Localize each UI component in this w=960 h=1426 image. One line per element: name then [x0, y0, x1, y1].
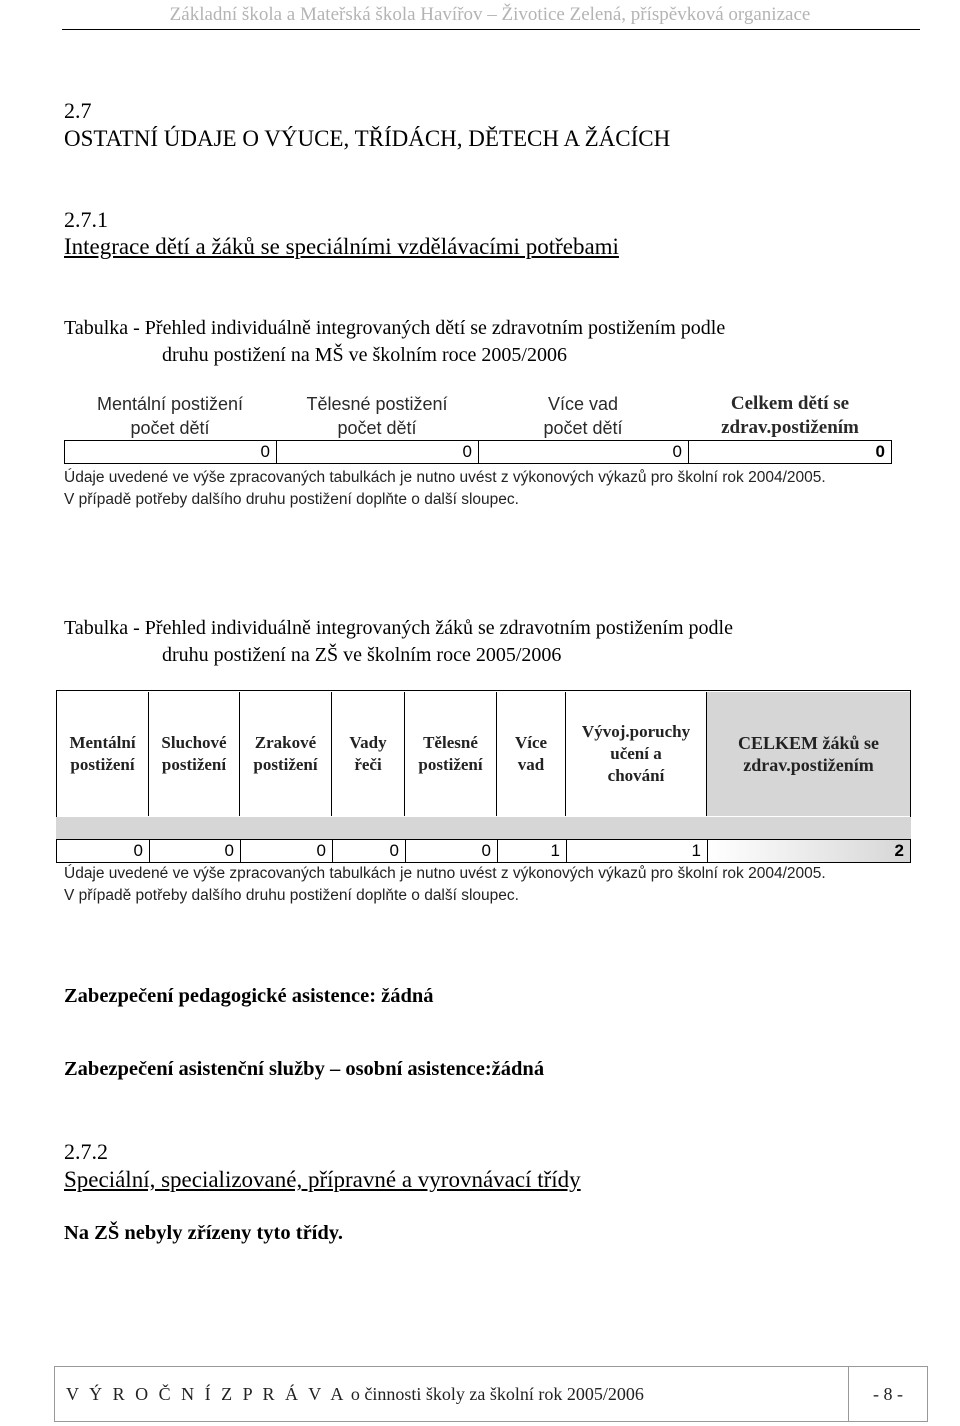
- table2-value-total: 2: [707, 839, 911, 863]
- table2-header-speech: Vady řeči: [332, 692, 405, 816]
- table2-value-developmental: 1: [566, 839, 707, 863]
- section-2-7-2-text: Na ZŠ nebyly zřízeny tyto třídy.: [64, 1222, 344, 1244]
- section-2-7-2-title: Speciální, specializované, přípravné a vyrovnávací třídy: [64, 1167, 581, 1192]
- table2-gray-band: [56, 817, 911, 839]
- table2-header-mental: Mentální postižení: [57, 692, 149, 816]
- table1-header-physical: Tělesné postižení počet dětí: [306, 394, 448, 438]
- table1-value-total: 0: [688, 440, 892, 464]
- table2-value-physical: 0: [405, 839, 497, 863]
- footer-title: V Ý R O Č N Í Z P R Á V A: [66, 1384, 347, 1404]
- table1-caption: [64, 315, 725, 369]
- table2-header-developmental: Vývoj.poruchy učení a chování: [566, 692, 707, 816]
- table2-value-speech: 0: [332, 839, 405, 863]
- table1-value-multiple: 0: [478, 440, 688, 464]
- table2-value-visual: 0: [240, 839, 332, 863]
- table1-header-mental: Mentální postižení počet dětí: [96, 394, 244, 438]
- table2-caption-line1: Tabulka - Přehled individuálně integrovaných žáků se zdravotním postižením podle: [64, 617, 733, 639]
- table2-caption: [64, 615, 733, 669]
- section-2-7-1-number: 2.7.1: [64, 207, 108, 232]
- pedagogical-assistance: Zabezpečení pedagogické asistence: žádná: [64, 985, 434, 1007]
- page-header: Základní škola a Mateřská škola Havířov – Životice Zelená, příspěvková organizace: [169, 4, 811, 25]
- table2-caption-line2: druhu postižení na ZŠ ve školním roce 2005/2006: [162, 644, 562, 666]
- table1-header-total: Celkem dětí se zdrav.postižením: [721, 393, 859, 438]
- table2-header-total: CELKEM žáků se zdrav.postižením: [707, 692, 910, 816]
- section-2-7-number: 2.7: [64, 98, 92, 123]
- table1-header-multiple: Více vad počet dětí: [543, 394, 623, 438]
- table1-caption-line1: Tabulka - Přehled individuálně integrovaných dětí se zdravotním postižením podle: [64, 317, 726, 339]
- table1-caption-line2: druhu postižení na MŠ ve školním roce 2005/2006: [162, 344, 567, 366]
- table1-value-mental: 0: [64, 440, 276, 464]
- footer-report-title: [66, 1384, 644, 1405]
- section-2-7-title: OSTATNÍ ÚDAJE O VÝUCE, TŘÍDÁCH, DĚTECH A ŽÁCÍCH: [64, 126, 671, 151]
- table2-header-multiple: Více vad: [497, 692, 566, 816]
- section-2-7-1-title: Integrace dětí a žáků se speciálními vzdělávacími potřebami: [64, 234, 619, 259]
- table1-note-line2: V případě potřeby dalšího druhu postižení doplňte o další sloupec.: [64, 491, 519, 508]
- table2-value-hearing: 0: [149, 839, 240, 863]
- table1-note-line1: Údaje uvedené ve výše zpracovaných tabulkách je nutno uvést z výkonových výkazů pro školní rok 2004/2005.: [64, 469, 826, 486]
- footer-subtitle: o činnosti školy za školní rok 2005/2006: [346, 1384, 644, 1404]
- table2-header-physical: Tělesné postižení: [405, 692, 497, 816]
- table2-header-hearing: Sluchové postižení: [149, 692, 240, 816]
- table2-note-line2: V případě potřeby dalšího druhu postižení doplňte o další sloupec.: [64, 887, 519, 904]
- table2-value-mental: 0: [56, 839, 149, 863]
- section-2-7-2-number: 2.7.2: [64, 1139, 108, 1164]
- table2-note-line1: Údaje uvedené ve výše zpracovaných tabulkách je nutno uvést z výkonových výkazů pro školní rok 2004/2005.: [64, 865, 826, 882]
- table2-header-visual: Zrakové postižení: [240, 692, 332, 816]
- page-number: - 8 -: [873, 1384, 903, 1404]
- header-rule: [62, 29, 920, 30]
- table1-value-physical: 0: [276, 440, 478, 464]
- personal-assistance: Zabezpečení asistenční služby – osobní asistence:žádná: [64, 1058, 545, 1080]
- table2-value-multiple: 1: [497, 839, 566, 863]
